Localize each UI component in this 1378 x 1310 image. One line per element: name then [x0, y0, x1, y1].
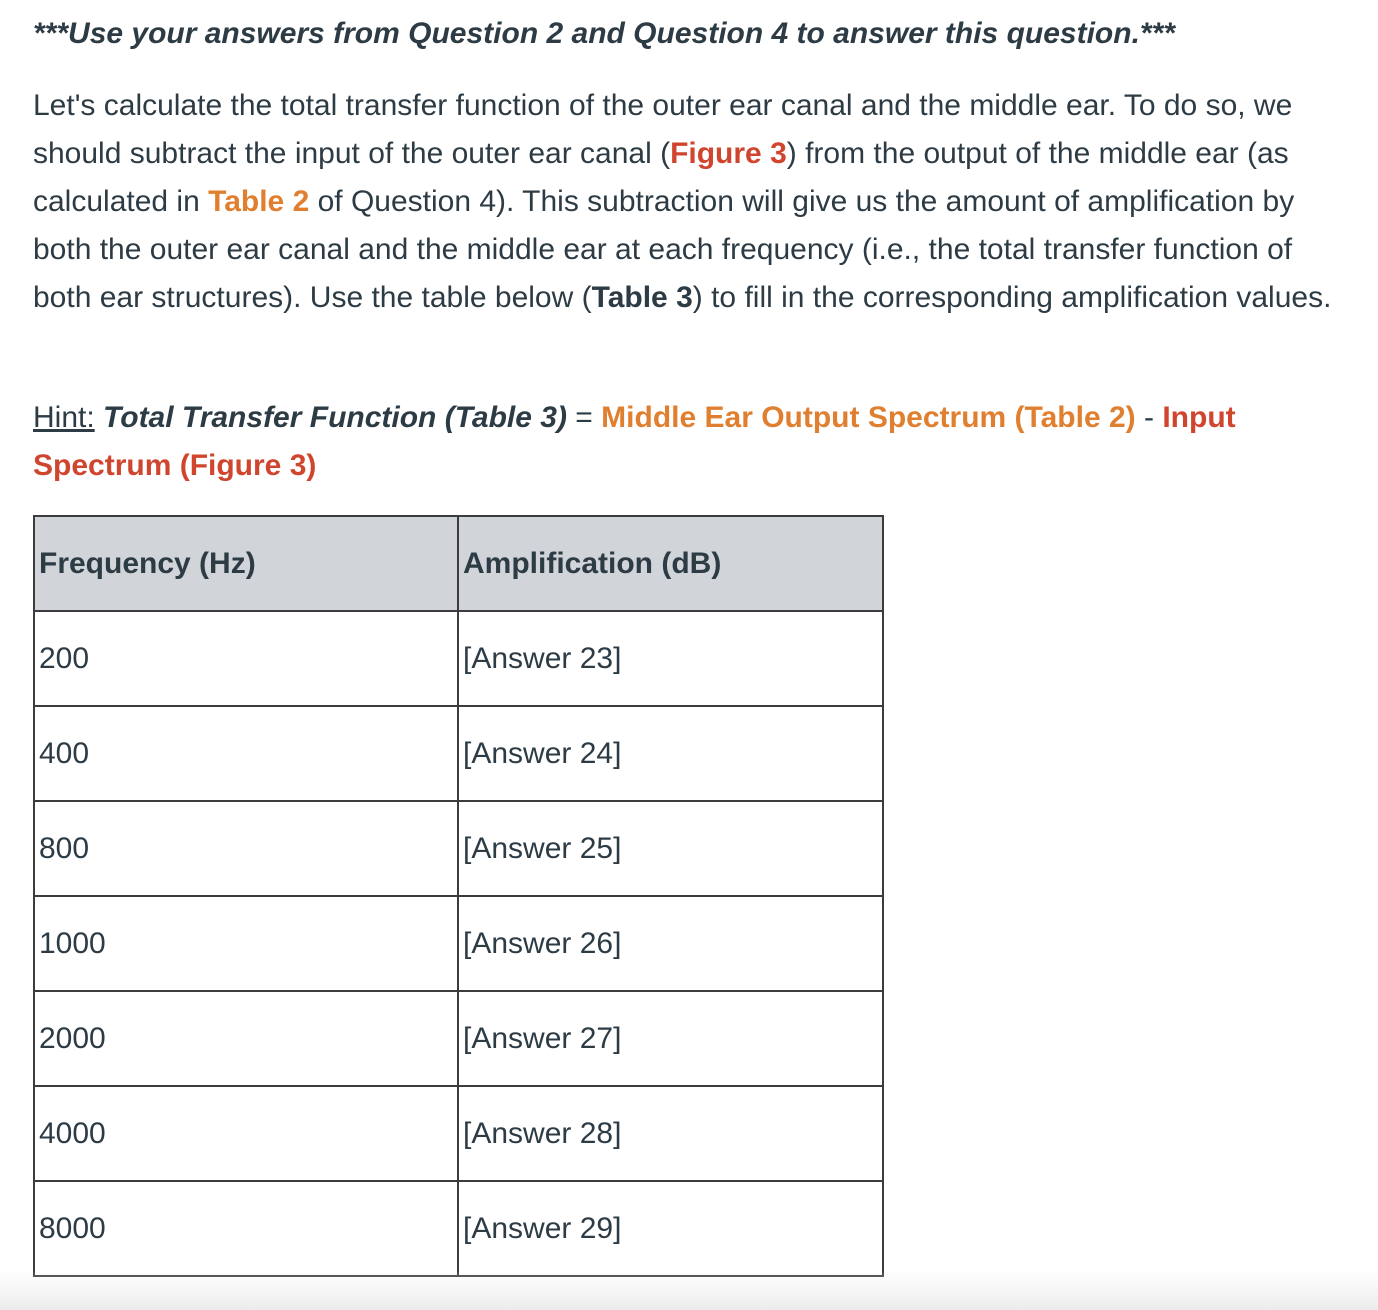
- table-row: [34, 706, 883, 801]
- answer-cell: [Answer 28]: [458, 1086, 883, 1181]
- frequency-header: Frequency (Hz): [34, 516, 458, 611]
- hint-input-spectrum: Input Spectrum (Figure 3): [33, 401, 1236, 482]
- amplification-table: [33, 515, 884, 1277]
- frequency-cell: 8000: [34, 1181, 458, 1276]
- paragraph-text-3: of Question 4). This subtraction will give us the amount of amplification by both the outer ear canal and the middle ear at each frequency (i.e., the total transfer function of both ear structures). Use the table below (: [33, 185, 1295, 314]
- answer-cell: [Answer 25]: [458, 801, 883, 896]
- table-row: [34, 1181, 883, 1276]
- table-3-reference: Table 3: [591, 281, 693, 314]
- table-row: [34, 896, 883, 991]
- frequency-cell: 1000: [34, 896, 458, 991]
- hint-equals: =: [566, 401, 602, 434]
- amplification-header: Amplification (dB): [458, 516, 883, 611]
- frequency-cell: 800: [34, 801, 458, 896]
- paragraph-text-1: Let's calculate the total transfer function of the outer ear canal and the middle ear. To do so, we should subtract the input of the outer ear canal (: [33, 89, 1293, 170]
- hint-middle-ear-output: Middle Ear Output Spectrum (Table 2): [601, 401, 1136, 434]
- figure-3-reference: Figure 3: [670, 137, 787, 170]
- hint-label: Hint:: [33, 401, 95, 434]
- hint-total-transfer: Total Transfer Function (Table 3): [103, 401, 567, 434]
- answer-cell: [Answer 27]: [458, 991, 883, 1086]
- table-header-row: [34, 516, 883, 611]
- paragraph-text-2: ) from the output of the middle ear (as calculated in: [33, 137, 1289, 218]
- instruction-note: ***Use your answers from Question 2 and Question 4 to answer this question.***: [33, 17, 1175, 50]
- frequency-cell: 400: [34, 706, 458, 801]
- answer-cell: [Answer 29]: [458, 1181, 883, 1276]
- table-2-reference: Table 2: [208, 185, 310, 218]
- table-row: [34, 991, 883, 1086]
- answer-cell: [Answer 24]: [458, 706, 883, 801]
- hint-minus: -: [1135, 401, 1163, 434]
- table-row: [34, 1086, 883, 1181]
- frequency-cell: 2000: [34, 991, 458, 1086]
- question-paragraph: [33, 82, 1353, 322]
- answer-cell: [Answer 23]: [458, 611, 883, 706]
- hint-paragraph: [33, 394, 1353, 490]
- paragraph-text-4: ) to fill in the corresponding amplification values.: [692, 281, 1332, 314]
- answer-cell: [Answer 26]: [458, 896, 883, 991]
- frequency-cell: 200: [34, 611, 458, 706]
- table-row: [34, 611, 883, 706]
- frequency-cell: 4000: [34, 1086, 458, 1181]
- table-row: [34, 801, 883, 896]
